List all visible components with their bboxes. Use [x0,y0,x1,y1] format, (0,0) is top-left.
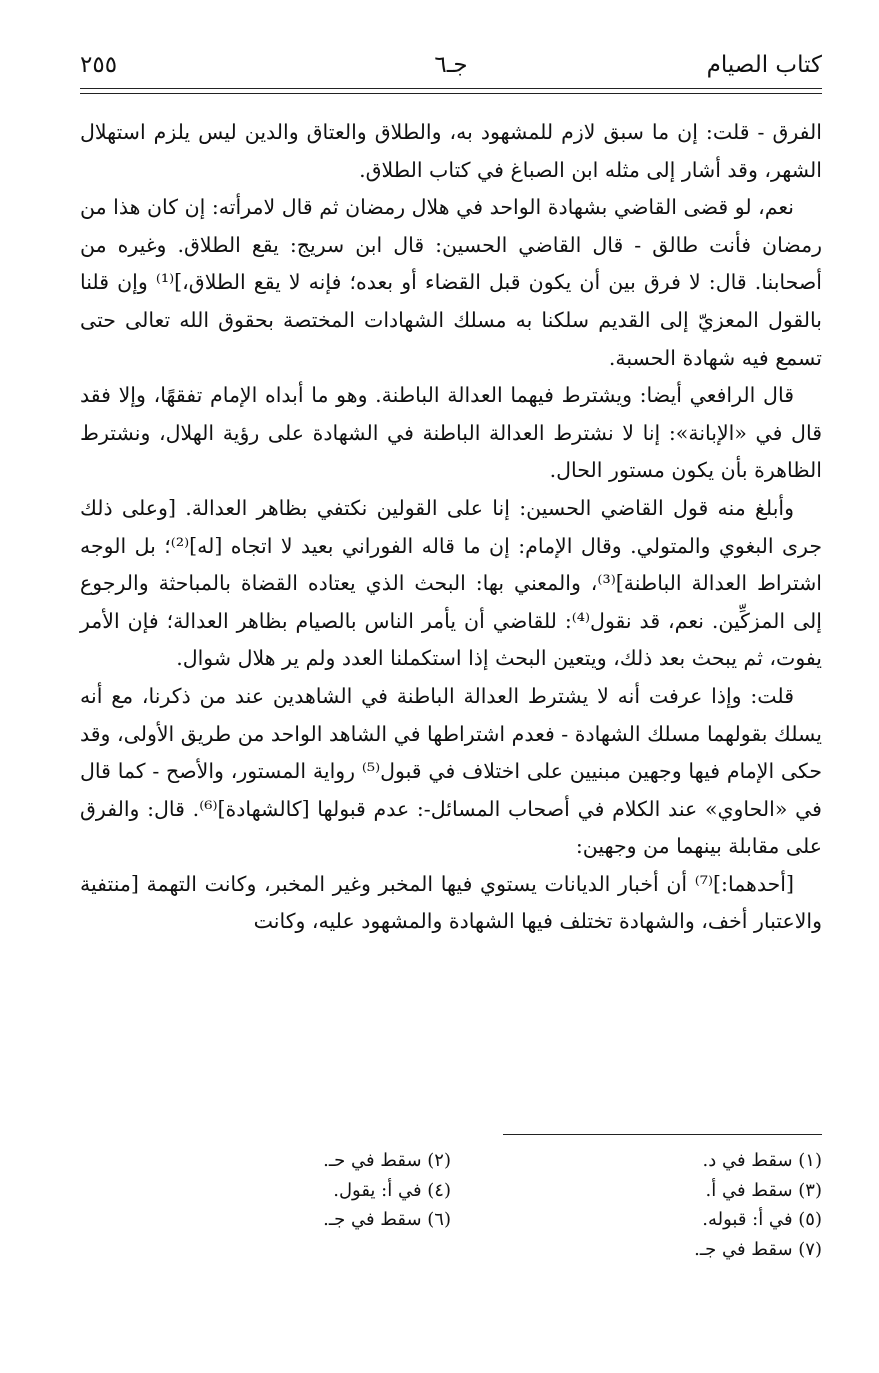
paragraph: وأبلغ منه قول القاضي الحسين: إنا على القولين نكتفي بظاهر العدالة. [وعلى ذلك جرى البغوي والمتولي. وقال الإمام: إن ما قاله الفوراني بعيد لا اتجاه [له]⁽²⁾؛ بل الوجه اشتراط العدالة الباطنة]⁽³⁾، والمعني بها: البحث الذي يعتاده القضاة بالمباحثة والرجوع إلى المزكِّين. نعم، قد نقول⁽⁴⁾: للقاضي أن يأمر الناس بالصيام بظاهر العدالة؛ فإن الأمر يفوت، ثم يبحث بعد ذلك، ويتعين البحث إذا استكملنا العدد ولم ير هلال شوال. [80,495,823,671]
paragraph: الفرق - قلت: إن ما سبق لازم للمشهود به، والطلاق والعتاق والدين ليس يلزم استهلال الشهر، وقد أشار إلى مثله ابن الصباغ في كتاب الطلاق. [80,120,822,182]
page-number: ٢٥٥ [80,52,118,78]
footnote-item: (٧) سقط في جـ. [694,1238,822,1260]
footnote-row [80,1205,822,1235]
footnote-row [80,1146,822,1176]
footnote-row [80,1176,822,1206]
header-rule [80,88,822,89]
book-title: كتاب الصيام [706,52,822,78]
footnote-item [80,1235,451,1265]
footnote-item: (٥) في أ: قبوله. [702,1209,822,1230]
paragraph: [أحدهما:]⁽⁷⁾ أن أخبار الديانات يستوي فيها المخبر وغير المخبر، وكانت التهمة [منتفية والاعتبار أخف، والشهادة تختلف فيها الشهادة والمشهود عليه، وكانت [80,871,822,934]
running-header [80,52,822,88]
footnote-item: (٣) سقط في أ. [705,1179,822,1201]
footnotes [80,1146,822,1264]
footnote-item: (١) سقط في د. [702,1150,822,1171]
paragraph: قال الرافعي أيضا: ويشترط فيهما العدالة الباطنة. وهو ما أبداه الإمام تفقهًا، وإلا فقد قال في «الإبانة»: إنا لا نشترط العدالة الباطنة في الشهادة على رؤية الهلال، ونشترط الظاهرة بأن يكون مستور الحال. [80,383,822,483]
footnote-row [80,1235,822,1265]
paragraph: قلت: وإذا عرفت أنه لا يشترط العدالة الباطنة في الشاهدين عند من ذكرنا، مع أنه يسلك بقولهما مسلك الشهادة - فعدم اشتراطها في الشاهد الواحد من طريق الأولى، وقد حكى الإمام فيها وجهين مبنيين على اختلاف في قبول⁽⁵⁾ رواية المستور، والأصح - كما قال في «الحاوي» عند الكلام في أصحاب المسائل-: عدم قبولها [كالشهادة]⁽⁶⁾. قال: والفرق على مقابلة بينهما من وجهين: [80,683,822,859]
main-text [80,114,822,941]
volume-label: جـ٦ [434,52,468,78]
header-rule-double [80,93,822,94]
footnote-item: (٦) سقط في جـ. [323,1209,451,1230]
paragraph: نعم، لو قضى القاضي بشهادة الواحد في هلال رمضان ثم قال لامرأته: إن كان هذا من رمضان فأنت طالق - قال القاضي الحسين: قال ابن سريج: يقع الطلاق. وغيره من أصحابنا. قال: لا فرق بين أن يكون قبل القضاء أو بعده؛ فإنه لا يقع الطلاق،]⁽¹⁾ وإن قلنا بالقول المعزيّ إلى القديم سلكنا به مسلك الشهادات المختصة بحقوق الله تعالى حتى تسمع فيه شهادة الحسبة. [80,195,822,370]
footnote-item: (٤) في أ: يقول. [333,1179,451,1201]
footnote-separator [503,1134,822,1135]
footnote-item: (٢) سقط في حـ. [323,1150,451,1171]
